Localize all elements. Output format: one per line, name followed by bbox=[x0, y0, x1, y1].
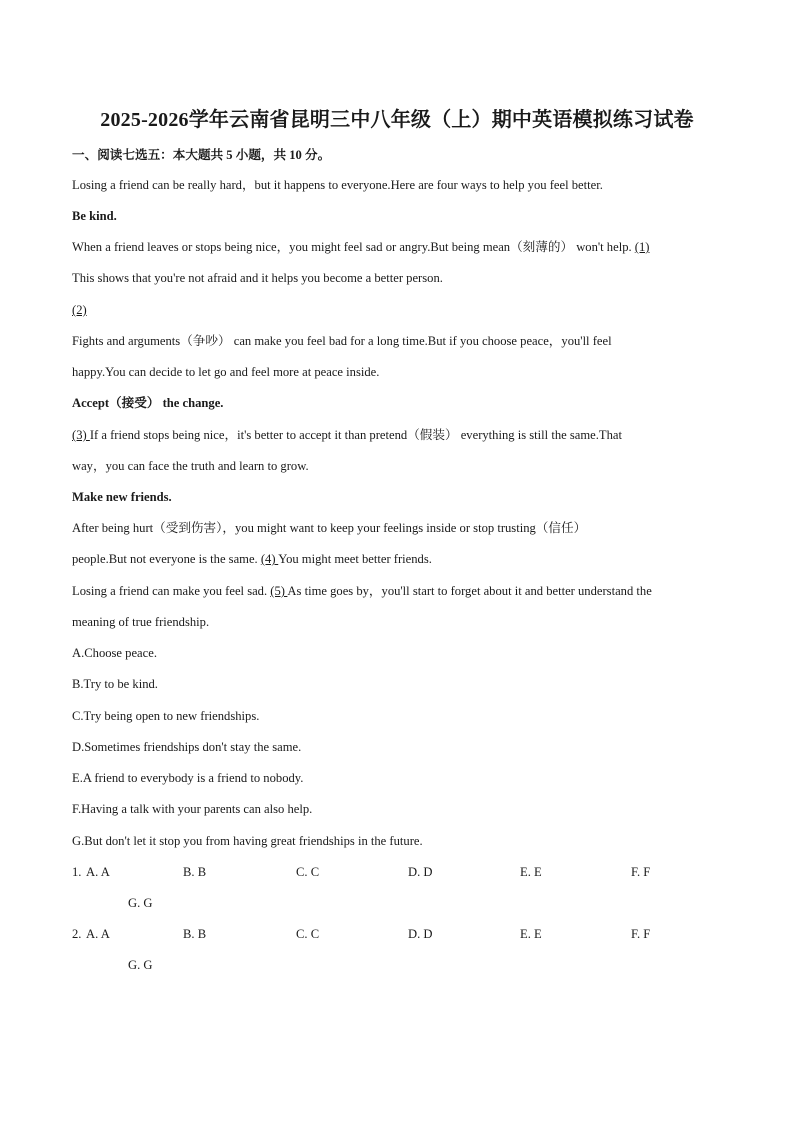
question-1-number: 1. bbox=[72, 865, 82, 879]
blank-3: (3) bbox=[72, 428, 90, 442]
paragraph-5-text-pre: Losing a friend can make you feel sad. bbox=[72, 584, 271, 598]
passage-intro: Losing a friend can be really hard，but it happens to everyone.Here are four ways to help you feel better. bbox=[72, 178, 603, 192]
paragraph-5-line-1 bbox=[72, 583, 722, 599]
question-1-option-b[interactable]: B. B bbox=[183, 865, 207, 879]
paragraph-3-line-2: way，you can face the truth and learn to grow. bbox=[72, 459, 309, 473]
choice-a: A.Choose peace. bbox=[72, 646, 157, 660]
paragraph-4-text-post: You might meet better friends. bbox=[278, 552, 432, 566]
question-2-option-d[interactable]: D. D bbox=[408, 927, 433, 941]
question-2-option-c[interactable]: C. C bbox=[296, 927, 320, 941]
choice-c: C.Try being open to new friendships. bbox=[72, 709, 260, 723]
question-1-option-g[interactable]: G. G bbox=[128, 896, 153, 910]
choice-f: F.Having a talk with your parents can also help. bbox=[72, 802, 313, 816]
question-2-option-g[interactable]: G. G bbox=[128, 958, 153, 972]
heading-make-friends: Make new friends. bbox=[72, 490, 172, 504]
paragraph-5-line-2: meaning of true friendship. bbox=[72, 615, 210, 629]
question-1-option-d[interactable]: D. D bbox=[408, 865, 433, 879]
question-1-option-c[interactable]: C. C bbox=[296, 865, 320, 879]
paragraph-4-line-2 bbox=[72, 551, 722, 567]
choice-b: B.Try to be kind. bbox=[72, 677, 158, 691]
section-heading: 一、阅读七选五：本大题共 5 小题，共 10 分。 bbox=[72, 148, 331, 162]
paragraph-1-text: When a friend leaves or stops being nice，you might feel sad or angry.But being mean（刻薄的） won't help. bbox=[72, 240, 635, 254]
paragraph-1-line-2: This shows that you're not afraid and it helps you become a better person. bbox=[72, 271, 443, 285]
heading-be-kind: Be kind. bbox=[72, 209, 117, 223]
question-1-option-f[interactable]: F. F bbox=[631, 865, 651, 879]
choice-e: E.A friend to everybody is a friend to nobody. bbox=[72, 771, 304, 785]
blank-5: (5) bbox=[270, 584, 288, 598]
paragraph-1-line-1 bbox=[72, 239, 722, 255]
paragraph-2-line-1: Fights and arguments（争吵） can make you feel bad for a long time.But if you choose peace，you'll feel bbox=[72, 334, 612, 348]
blank-4: (4) bbox=[260, 552, 279, 566]
choice-d: D.Sometimes friendships don't stay the same. bbox=[72, 740, 302, 754]
question-2-number: 2. bbox=[72, 927, 82, 941]
paragraph-5-text-post: As time goes by，you'll start to forget about it and better understand the bbox=[287, 584, 652, 598]
question-1-option-a[interactable]: A. A bbox=[86, 865, 110, 879]
question-2-option-e[interactable]: E. E bbox=[520, 927, 542, 941]
question-1-option-e[interactable]: E. E bbox=[520, 865, 542, 879]
choice-g: G.But don't let it stop you from having great friendships in the future. bbox=[72, 834, 423, 848]
blank-2: (2) bbox=[72, 303, 87, 317]
paragraph-3-text: If a friend stops being nice，it's better to accept it than pretend（假装） everything is still the same.That bbox=[89, 428, 622, 442]
paragraph-4-line-1: After being hurt（受到伤害），you might want to keep your feelings inside or stop trusting（信任） bbox=[72, 521, 587, 535]
heading-accept: Accept（接受） the change. bbox=[72, 396, 224, 410]
question-2-option-b[interactable]: B. B bbox=[183, 927, 207, 941]
blank-1: (1) bbox=[634, 240, 650, 254]
question-2-option-a[interactable]: A. A bbox=[86, 927, 110, 941]
paragraph-4-text-pre: people.But not everyone is the same. bbox=[72, 552, 261, 566]
page-title: 2025-2026学年云南省昆明三中八年级（上）期中英语模拟练习试卷 bbox=[100, 109, 694, 131]
question-2-option-f[interactable]: F. F bbox=[631, 927, 651, 941]
paragraph-3-line-1 bbox=[72, 427, 722, 443]
paragraph-2-line-2: happy.You can decide to let go and feel more at peace inside. bbox=[72, 365, 380, 379]
